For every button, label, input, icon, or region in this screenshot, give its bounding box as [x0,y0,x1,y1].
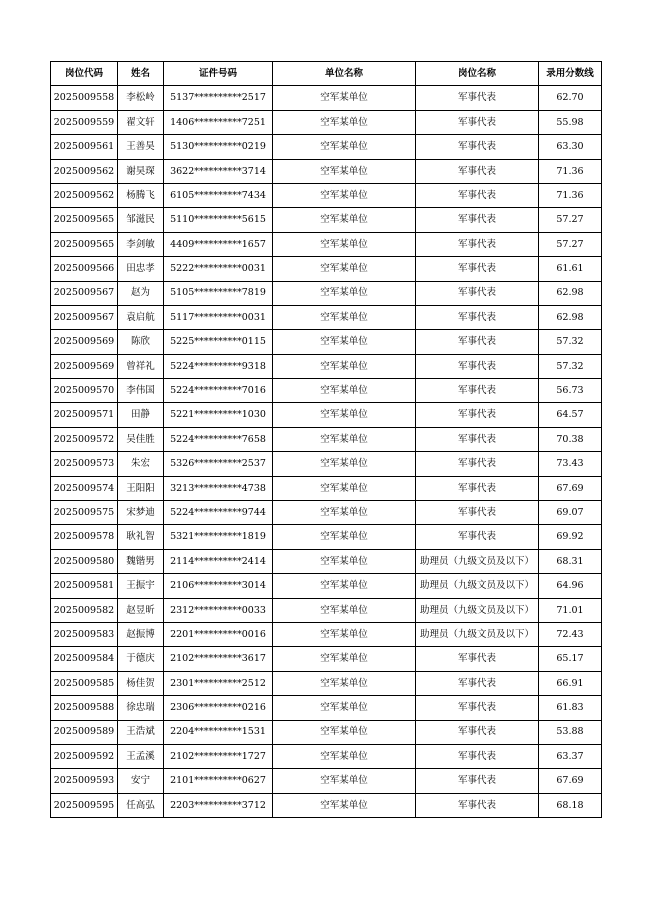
header-position-code: 岗位代码 [51,62,118,86]
score-line-cell: 67.69 [539,476,602,500]
unit-name-cell: 空军某单位 [273,525,416,549]
id-number-cell: 3622**********3714 [164,159,273,183]
unit-name-cell: 空军某单位 [273,793,416,817]
position-code-cell: 2025009581 [51,574,118,598]
score-line-cell: 68.31 [539,549,602,573]
table-row [51,769,602,793]
id-number-cell: 5117**********0031 [164,305,273,329]
unit-name-cell: 空军某单位 [273,281,416,305]
position-name-cell: 军事代表 [416,183,539,207]
table-row [51,501,602,525]
id-number-cell: 2204**********1531 [164,720,273,744]
table-row [51,135,602,159]
score-line-cell: 61.83 [539,696,602,720]
name-cell: 杨佳贺 [118,671,164,695]
score-line-cell: 62.70 [539,86,602,110]
name-cell: 王振宇 [118,574,164,598]
table-row [51,232,602,256]
score-line-cell: 66.91 [539,671,602,695]
score-line-cell: 57.32 [539,330,602,354]
id-number-cell: 1406**********7251 [164,110,273,134]
table-row [51,379,602,403]
id-number-cell: 2312**********0033 [164,598,273,622]
position-name-cell: 军事代表 [416,330,539,354]
score-line-cell: 63.30 [539,135,602,159]
unit-name-cell: 空军某单位 [273,257,416,281]
name-cell: 曾祥礼 [118,354,164,378]
unit-name-cell: 空军某单位 [273,159,416,183]
score-line-cell: 61.61 [539,257,602,281]
position-name-cell: 军事代表 [416,769,539,793]
position-name-cell: 军事代表 [416,403,539,427]
position-code-cell: 2025009582 [51,598,118,622]
score-line-cell: 64.57 [539,403,602,427]
score-line-cell: 64.96 [539,574,602,598]
position-code-cell: 2025009567 [51,281,118,305]
position-name-cell: 军事代表 [416,452,539,476]
position-name-cell: 军事代表 [416,208,539,232]
position-code-cell: 2025009569 [51,330,118,354]
table-row [51,110,602,134]
position-name-cell: 军事代表 [416,135,539,159]
name-cell: 赵为 [118,281,164,305]
position-name-cell: 军事代表 [416,647,539,671]
id-number-cell: 5224**********9744 [164,501,273,525]
table-row [51,622,602,646]
position-code-cell: 2025009588 [51,696,118,720]
name-cell: 徐忠瑞 [118,696,164,720]
name-cell: 田忠孝 [118,257,164,281]
name-cell: 于德庆 [118,647,164,671]
table-row [51,159,602,183]
unit-name-cell: 空军某单位 [273,305,416,329]
score-line-cell: 55.98 [539,110,602,134]
header-name: 姓名 [118,62,164,86]
id-number-cell: 6105**********7434 [164,183,273,207]
score-line-cell: 71.36 [539,159,602,183]
name-cell: 李伟国 [118,379,164,403]
name-cell: 王善昊 [118,135,164,159]
unit-name-cell: 空军某单位 [273,598,416,622]
table-row [51,598,602,622]
name-cell: 王浩斌 [118,720,164,744]
position-code-cell: 2025009573 [51,452,118,476]
id-number-cell: 5225**********0115 [164,330,273,354]
score-line-cell: 62.98 [539,281,602,305]
id-number-cell: 5105**********7819 [164,281,273,305]
position-name-cell: 军事代表 [416,159,539,183]
header-unit-name: 单位名称 [273,62,416,86]
score-line-cell: 57.27 [539,232,602,256]
id-number-cell: 2201**********0016 [164,622,273,646]
id-number-cell: 2306**********0216 [164,696,273,720]
name-cell: 袁启航 [118,305,164,329]
unit-name-cell: 空军某单位 [273,647,416,671]
score-line-cell: 70.38 [539,427,602,451]
score-line-cell: 73.43 [539,452,602,476]
id-number-cell: 5224**********7658 [164,427,273,451]
table-row [51,427,602,451]
table-body [51,86,602,818]
name-cell: 杨腾飞 [118,183,164,207]
position-code-cell: 2025009593 [51,769,118,793]
unit-name-cell: 空军某单位 [273,476,416,500]
position-name-cell: 军事代表 [416,305,539,329]
position-name-cell: 军事代表 [416,720,539,744]
unit-name-cell: 空军某单位 [273,403,416,427]
table-row [51,744,602,768]
position-name-cell: 军事代表 [416,257,539,281]
unit-name-cell: 空军某单位 [273,232,416,256]
position-code-cell: 2025009570 [51,379,118,403]
position-name-cell: 军事代表 [416,232,539,256]
unit-name-cell: 空军某单位 [273,183,416,207]
name-cell: 赵振博 [118,622,164,646]
unit-name-cell: 空军某单位 [273,549,416,573]
name-cell: 朱宏 [118,452,164,476]
score-line-cell: 62.98 [539,305,602,329]
id-number-cell: 5110**********5615 [164,208,273,232]
table-row [51,647,602,671]
position-code-cell: 2025009583 [51,622,118,646]
position-name-cell: 军事代表 [416,427,539,451]
position-name-cell: 军事代表 [416,354,539,378]
score-line-cell: 63.37 [539,744,602,768]
score-line-cell: 68.18 [539,793,602,817]
position-code-cell: 2025009578 [51,525,118,549]
unit-name-cell: 空军某单位 [273,720,416,744]
table-row [51,86,602,110]
name-cell: 吴佳胜 [118,427,164,451]
name-cell: 王阳阳 [118,476,164,500]
unit-name-cell: 空军某单位 [273,696,416,720]
unit-name-cell: 空军某单位 [273,744,416,768]
score-line-cell: 53.88 [539,720,602,744]
id-number-cell: 2106**********3014 [164,574,273,598]
name-cell: 翟文轩 [118,110,164,134]
id-number-cell: 5326**********2537 [164,452,273,476]
id-number-cell: 4409**********1657 [164,232,273,256]
name-cell: 魏锴男 [118,549,164,573]
position-name-cell: 军事代表 [416,793,539,817]
id-number-cell: 2101**********0627 [164,769,273,793]
unit-name-cell: 空军某单位 [273,769,416,793]
name-cell: 耿礼智 [118,525,164,549]
position-code-cell: 2025009595 [51,793,118,817]
score-line-cell: 65.17 [539,647,602,671]
position-name-cell: 军事代表 [416,696,539,720]
position-code-cell: 2025009592 [51,744,118,768]
unit-name-cell: 空军某单位 [273,86,416,110]
position-name-cell: 军事代表 [416,671,539,695]
score-line-cell: 71.36 [539,183,602,207]
unit-name-cell: 空军某单位 [273,427,416,451]
position-code-cell: 2025009566 [51,257,118,281]
position-name-cell: 军事代表 [416,476,539,500]
table-header-row [51,62,602,86]
score-line-cell: 69.92 [539,525,602,549]
unit-name-cell: 空军某单位 [273,330,416,354]
position-code-cell: 2025009575 [51,501,118,525]
position-name-cell: 军事代表 [416,379,539,403]
id-number-cell: 5224**********9318 [164,354,273,378]
table-row [51,549,602,573]
position-code-cell: 2025009562 [51,183,118,207]
unit-name-cell: 空军某单位 [273,354,416,378]
table-row [51,671,602,695]
score-line-cell: 57.27 [539,208,602,232]
position-name-cell: 军事代表 [416,525,539,549]
name-cell: 王孟溪 [118,744,164,768]
id-number-cell: 2203**********3712 [164,793,273,817]
position-code-cell: 2025009584 [51,647,118,671]
table-row [51,793,602,817]
unit-name-cell: 空军某单位 [273,110,416,134]
name-cell: 李松岭 [118,86,164,110]
name-cell: 田静 [118,403,164,427]
id-number-cell: 2102**********1727 [164,744,273,768]
position-code-cell: 2025009559 [51,110,118,134]
unit-name-cell: 空军某单位 [273,574,416,598]
table-row [51,305,602,329]
table-row [51,403,602,427]
position-name-cell: 军事代表 [416,501,539,525]
position-code-cell: 2025009565 [51,232,118,256]
id-number-cell: 5221**********1030 [164,403,273,427]
name-cell: 宋梦迪 [118,501,164,525]
score-table [50,61,602,818]
table-row [51,720,602,744]
unit-name-cell: 空军某单位 [273,622,416,646]
id-number-cell: 5222**********0031 [164,257,273,281]
position-code-cell: 2025009574 [51,476,118,500]
unit-name-cell: 空军某单位 [273,208,416,232]
position-name-cell: 军事代表 [416,86,539,110]
position-code-cell: 2025009585 [51,671,118,695]
unit-name-cell: 空军某单位 [273,379,416,403]
score-table-page [50,61,601,818]
position-name-cell: 军事代表 [416,281,539,305]
table-row [51,208,602,232]
position-code-cell: 2025009561 [51,135,118,159]
position-name-cell: 助理员（九级文员及以下） [416,598,539,622]
id-number-cell: 5321**********1819 [164,525,273,549]
score-line-cell: 72.43 [539,622,602,646]
position-code-cell: 2025009572 [51,427,118,451]
id-number-cell: 5137**********2517 [164,86,273,110]
unit-name-cell: 空军某单位 [273,671,416,695]
table-row [51,183,602,207]
position-name-cell: 军事代表 [416,110,539,134]
position-code-cell: 2025009562 [51,159,118,183]
position-code-cell: 2025009558 [51,86,118,110]
table-row [51,452,602,476]
score-line-cell: 69.07 [539,501,602,525]
position-code-cell: 2025009571 [51,403,118,427]
table-row [51,281,602,305]
table-row [51,257,602,281]
id-number-cell: 3213**********4738 [164,476,273,500]
table-row [51,476,602,500]
position-name-cell: 助理员（九级文员及以下） [416,574,539,598]
name-cell: 邹滋民 [118,208,164,232]
id-number-cell: 5130**********0219 [164,135,273,159]
unit-name-cell: 空军某单位 [273,135,416,159]
header-id-number: 证件号码 [164,62,273,86]
name-cell: 任高弘 [118,793,164,817]
position-code-cell: 2025009567 [51,305,118,329]
unit-name-cell: 空军某单位 [273,501,416,525]
position-code-cell: 2025009580 [51,549,118,573]
name-cell: 安宁 [118,769,164,793]
name-cell: 赵昱昕 [118,598,164,622]
id-number-cell: 5224**********7016 [164,379,273,403]
header-position-name: 岗位名称 [416,62,539,86]
name-cell: 陈欣 [118,330,164,354]
id-number-cell: 2301**********2512 [164,671,273,695]
header-score-line: 录用分数线 [539,62,602,86]
score-line-cell: 56.73 [539,379,602,403]
position-name-cell: 助理员（九级文员及以下） [416,622,539,646]
table-row [51,525,602,549]
table-row [51,330,602,354]
position-name-cell: 助理员（九级文员及以下） [416,549,539,573]
id-number-cell: 2114**********2414 [164,549,273,573]
table-row [51,574,602,598]
position-code-cell: 2025009565 [51,208,118,232]
position-code-cell: 2025009569 [51,354,118,378]
score-line-cell: 71.01 [539,598,602,622]
score-line-cell: 67.69 [539,769,602,793]
score-line-cell: 57.32 [539,354,602,378]
id-number-cell: 2102**********3617 [164,647,273,671]
position-name-cell: 军事代表 [416,744,539,768]
table-row [51,696,602,720]
name-cell: 李剑敏 [118,232,164,256]
position-code-cell: 2025009589 [51,720,118,744]
table-row [51,354,602,378]
name-cell: 谢昊琛 [118,159,164,183]
unit-name-cell: 空军某单位 [273,452,416,476]
